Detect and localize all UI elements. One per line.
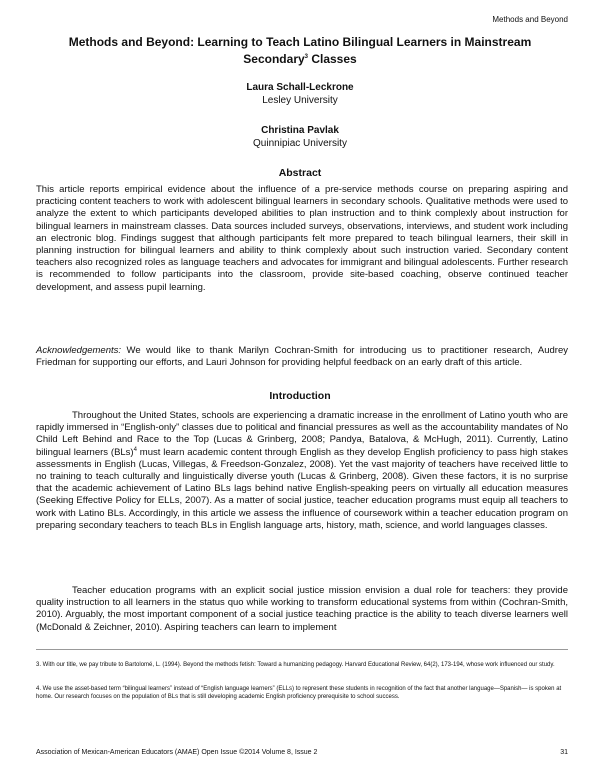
author-block-1 — [0, 81, 600, 107]
author-block-2 — [0, 124, 600, 150]
title-main: Methods and Beyond: Learning to Teach Latino Bilingual Learners in Mainstream Secondary — [68, 35, 532, 66]
intro-paragraph-2: Teacher education programs with an explicit social justice mission envision a dual role for teachers: they provide quality instruction to all learners in the status quo while working to transform educational systems from within (Cochran-Smith, 2010). Arguably, the most important component of a social justice teaching practice is the ability to teach diverse learners well (McDonald & Zeichner, 2010). Aspiring teachers can learn to implement — [36, 585, 568, 633]
paper-title — [60, 35, 540, 67]
intro-p1-before: Throughout the United States, schools are experiencing a dramatic increase in the enrollment of Latino youth who are rapidly immersed in “English-only” classes due to political and financial pressures as well as the accountability mandates of No Child Left Behind and Race to the Top (Lucas & Grinberg, 2008; Pandya, Batalova, & McHugh, 2011). Currently, Latino bilingual learners (BLs) — [36, 410, 568, 458]
footnote-marker-4: 4 — [133, 446, 137, 453]
acknowledgements-label: Acknowledgements: — [36, 345, 122, 356]
acknowledgements-text: We would like to thank Marilyn Cochran-Smith for introducing us to practitioner research, Audrey Friedman for supporting our efforts, and Lauri Johnson for providing helpful feedback on an early draft of this article. — [36, 345, 568, 369]
abstract-heading: Abstract — [278, 167, 322, 179]
title-tail: Classes — [308, 52, 357, 66]
introduction-heading: Introduction — [269, 390, 331, 402]
acknowledgements — [36, 345, 568, 369]
title-footnote-marker: 3 — [304, 54, 308, 60]
author-name: Christina Pavlak — [261, 125, 339, 136]
abstract-text: This article reports empirical evidence about the influence of a pre-service methods course on preparing aspiring and practicing content teachers to work with adolescent bilingual learners in secondary schools. Qualitative methods were used to analyze the extent to which participants developed abilities to plan instruction and to think complexly about instruction for bilingual learners in mainstream classes. Data sources included surveys, observations, interviews, and student work including an electronic blog. Findings suggest that although participants felt more prepared to teach bilingual learners, their skill in planning instruction for bilingual learners and ability to think complexly about such instruction varied. Secondary content teachers also recognized roles as language teachers and advocates for immigrant and bilingual adolescents. Further research is recommended to follow participants into the classroom, provide site-based coaching, observe continued teacher development, and assess pupil learning. — [36, 184, 568, 293]
intro-p1-after: must learn academic content through English as they develop English proficiency to pass high stakes assessments in English (Lucas, Villegas, & Freedson-Gonzalez, 2008). Yet the vast majority of teachers have received little to no training to teach culturally and linguistically diverse youth (Lucas & Grinberg, 2008). Given these factors, it is no surprise that the academic achievement of Latino BLs lags behind native English-speaking peers on virtually all education measures (Seeking Effective Policy for ELLs, 2007). As a matter of social justice, teacher education programs must equip all teachers to work with Latino BLs. Accordingly, in this article we assess the influence of coursework within a teacher education program on preparing secondary teachers to teach BLs in English language arts, history, math, science, and world languages classes. — [36, 446, 568, 531]
footnote-4: 4. We use the asset-based term “bilingual learners” instead of “English language learners” (ELLs) to represent these students in recognition of the fact that another language—Spanish— is spoken at home. Our research focuses on the population of BLs that is still developing academic English proficiency prerequisite to school success. — [36, 686, 562, 700]
author-affiliation: Quinnipiac University — [253, 138, 347, 149]
page-number: 31 — [560, 749, 568, 756]
author-name: Laura Schall-Leckrone — [246, 82, 354, 93]
footer-journal: Association of Mexican-American Educators (AMAE) Open Issue ©2014 Volume 8, Issue 2 — [36, 749, 318, 756]
author-affiliation: Lesley University — [262, 95, 338, 106]
running-head: Methods and Beyond — [492, 15, 568, 24]
footnote-divider — [36, 649, 568, 650]
footnote-3: 3. With our title, we pay tribute to Bartolomé, L. (1994). Beyond the methods fetish: Toward a humanizing pedagogy. Harvard Educational Review, 64(2), 173-194, whose work influenced our study. — [36, 662, 555, 668]
intro-paragraph-1 — [36, 410, 568, 532]
